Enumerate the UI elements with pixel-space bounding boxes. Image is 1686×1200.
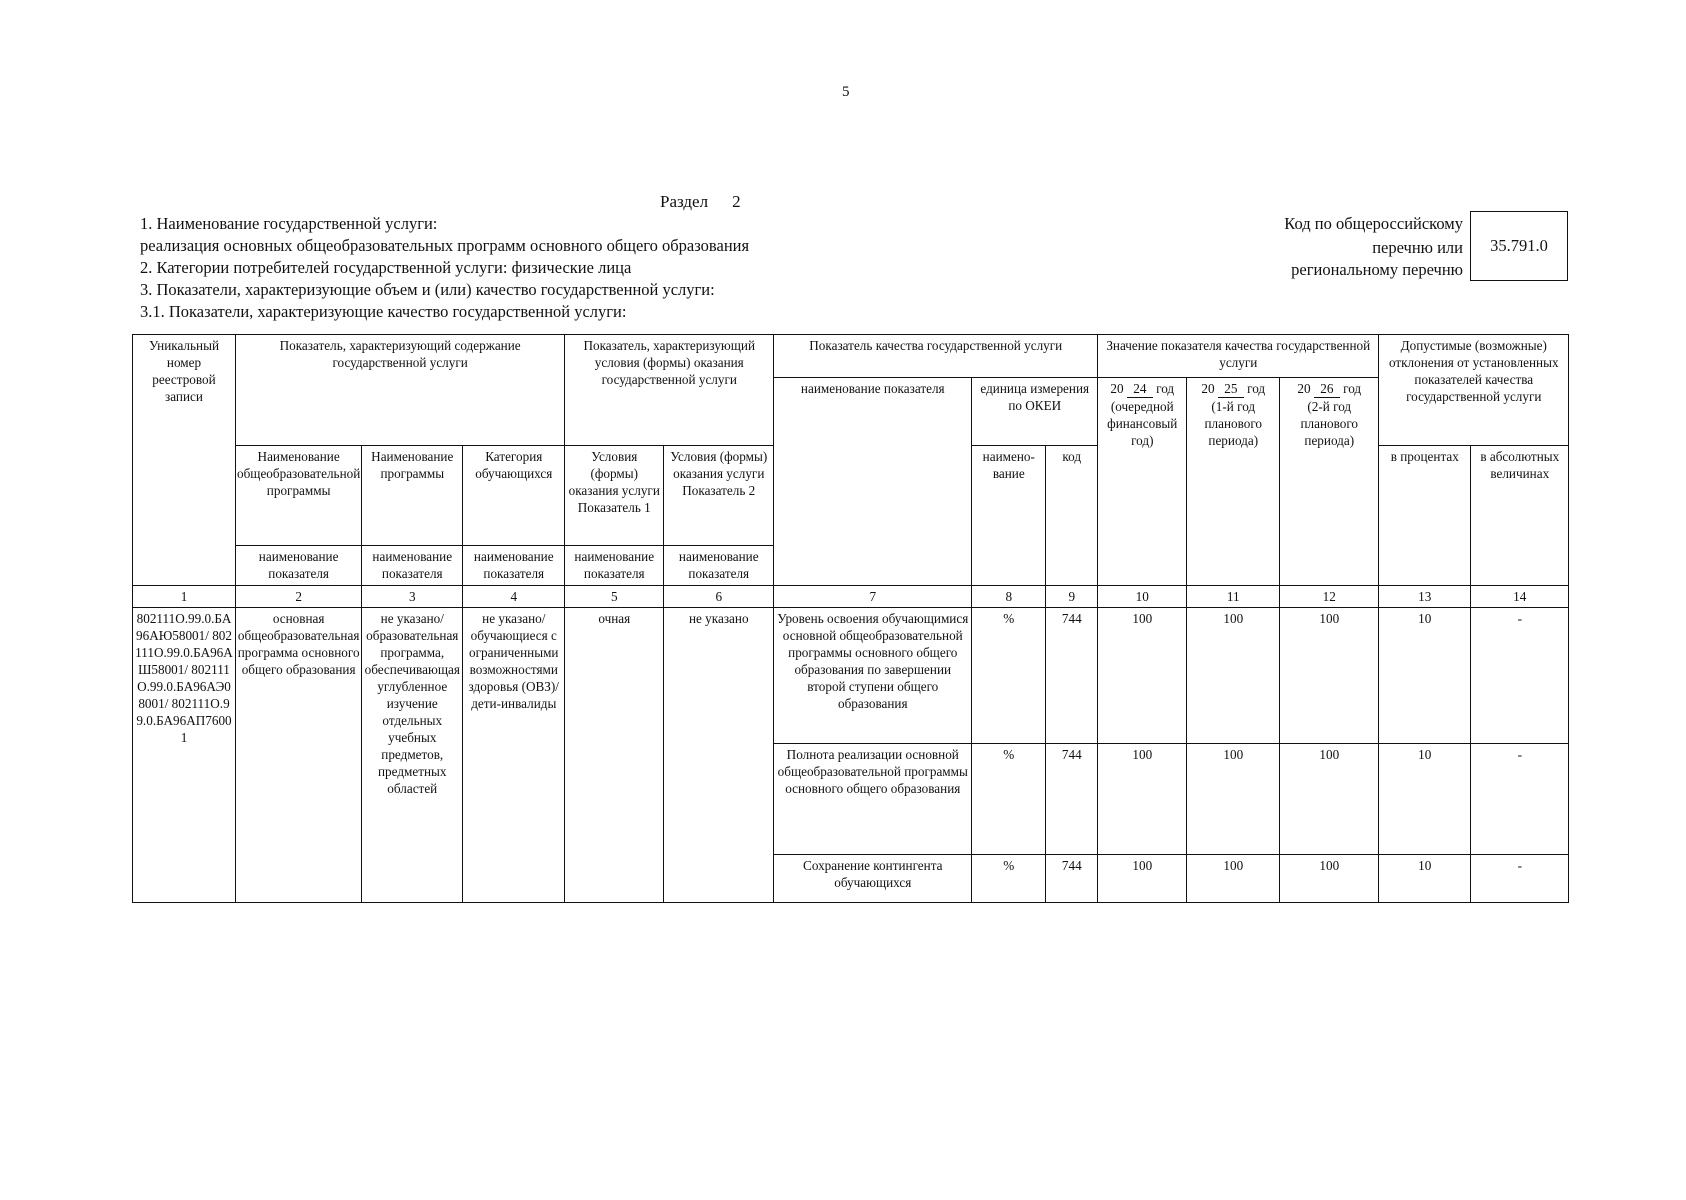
indicator-name: Полнота реализации основной общеобразовательной программы основного общего образования — [774, 744, 972, 855]
code-box: 35.791.0 — [1470, 211, 1568, 281]
col-number: 11 — [1187, 586, 1280, 608]
header-year-1: 20 24 год (очередной финансовый год) — [1098, 378, 1187, 586]
col-number: 5 — [565, 586, 664, 608]
indicator-unit: % — [972, 608, 1046, 744]
col-number: 7 — [774, 586, 972, 608]
indicator-code: 744 — [1046, 855, 1098, 903]
section-label: Раздел — [660, 192, 709, 211]
header-percent: в процентах — [1379, 446, 1471, 586]
page-number: 5 — [842, 84, 850, 100]
indicator-deviation-percent: 10 — [1379, 855, 1471, 903]
quality-table — [132, 334, 1569, 903]
indicator-value-2: 100 — [1187, 744, 1280, 855]
header-quality-values: Значение показателя качества государственной услуги — [1098, 335, 1379, 378]
indicator-value-1: 100 — [1098, 608, 1187, 744]
header-line-4: 3. Показатели, характеризующие объем и (или) качество государственной услуги: — [140, 280, 715, 299]
year-3-value: 26 — [1314, 380, 1340, 398]
header-line-3: 2. Категории потребителей государственной услуги: физические лица — [140, 258, 632, 277]
indicator-deviation-absolute: - — [1471, 855, 1569, 903]
sub-caption-3: наименование показателя — [362, 546, 463, 586]
record-unique-id: 802111О.99.0.БА96АЮ58001/ 802111О.99.0.БА96АШ58001/ 802111О.99.0.БА96АЭ08001/ 802111О.99.0.БА96АП76001 — [133, 608, 236, 903]
indicator-unit: % — [972, 744, 1046, 855]
indicator-deviation-percent: 10 — [1379, 744, 1471, 855]
indicator-deviation-percent: 10 — [1379, 608, 1471, 744]
indicator-code: 744 — [1046, 744, 1098, 855]
sub-caption-5: наименование показателя — [565, 546, 664, 586]
year-2-note: (1-й год планового периода) — [1204, 399, 1263, 448]
header-unique-number: Уникальный номер реестровой записи — [133, 335, 236, 586]
header-unit-code: код — [1046, 446, 1098, 586]
indicator-unit: % — [972, 855, 1046, 903]
header-unit: единица измерения по ОКЕИ — [972, 378, 1098, 446]
col-number: 12 — [1280, 586, 1379, 608]
subheader-program: Наименование общеобразовательной программы — [236, 446, 362, 546]
header-year-2: 20 25 год (1-й год планового периода) — [1187, 378, 1280, 586]
sub-caption-6: наименование показателя — [664, 546, 774, 586]
col-number: 13 — [1379, 586, 1471, 608]
header-unit-name: наимено-вание — [972, 446, 1046, 586]
header-quality-indicator: Показатель качества государственной услуги — [774, 335, 1098, 378]
code-label-1: Код по общероссийскому — [1284, 214, 1463, 233]
header-conditions-indicator: Показатель, характеризующий условия (формы) оказания государственной услуги — [565, 335, 774, 446]
section-heading — [660, 192, 741, 212]
record-category: не указано/ обучающиеся с ограниченными возможностями здоровья (ОВЗ)/ дети-инвалиды — [463, 608, 565, 903]
column-numbers-row — [133, 586, 1569, 608]
indicator-deviation-absolute: - — [1471, 744, 1569, 855]
record-program: основная общеобразовательная программа основного общего образования — [236, 608, 362, 903]
col-number: 14 — [1471, 586, 1569, 608]
indicator-name: Сохранение контингента обучающихся — [774, 855, 972, 903]
header-year-3: 20 26 год (2-й год планового периода) — [1280, 378, 1379, 586]
col-number: 4 — [463, 586, 565, 608]
indicator-value-3: 100 — [1280, 744, 1379, 855]
record-condition-2: не указано — [664, 608, 774, 903]
indicator-value-2: 100 — [1187, 608, 1280, 744]
col-number: 1 — [133, 586, 236, 608]
indicator-code: 744 — [1046, 608, 1098, 744]
indicator-value-1: 100 — [1098, 744, 1187, 855]
subheader-condition-1: Условия (формы) оказания услуги Показатель 1 — [565, 446, 664, 546]
sub-caption-2: наименование показателя — [236, 546, 362, 586]
record-condition-1: очная — [565, 608, 664, 903]
code-label-2: перечню или — [1372, 238, 1463, 257]
indicator-value-3: 100 — [1280, 855, 1379, 903]
indicator-value-2: 100 — [1187, 855, 1280, 903]
year-2-value: 25 — [1218, 380, 1244, 398]
col-number: 6 — [664, 586, 774, 608]
col-number: 3 — [362, 586, 463, 608]
year-1-note: (очередной финансовый год) — [1107, 399, 1178, 448]
col-number: 10 — [1098, 586, 1187, 608]
col-number: 2 — [236, 586, 362, 608]
indicator-value-1: 100 — [1098, 855, 1187, 903]
indicator-deviation-absolute: - — [1471, 608, 1569, 744]
indicator-value-3: 100 — [1280, 608, 1379, 744]
record-program-name: не указано/ образовательная программа, обеспечивающая углубленное изучение отдельных учебных предметов, предметных областей — [362, 608, 463, 903]
header-deviation: Допустимые (возможные) отклонения от установленных показателей качества государственной услуги — [1379, 335, 1569, 446]
code-label-3: региональному перечню — [1291, 260, 1463, 279]
header-absolute: в абсолютных величинах — [1471, 446, 1569, 586]
header-line-1: 1. Наименование государственной услуги: — [140, 214, 438, 233]
header-line-2: реализация основных общеобразовательных программ основного общего образования — [140, 236, 750, 255]
subheader-category: Категория обучающихся — [463, 446, 565, 546]
col-number: 9 — [1046, 586, 1098, 608]
indicator-name: Уровень освоения обучающимися основной общеобразовательной программы основного общего образования по завершении второй ступени общего образования — [774, 608, 972, 744]
col-number: 8 — [972, 586, 1046, 608]
sub-caption-4: наименование показателя — [463, 546, 565, 586]
header-indicator-name: наименование показателя — [774, 378, 972, 586]
table-row — [133, 608, 1569, 744]
year-3-note: (2-й год планового периода) — [1300, 399, 1359, 448]
header-content-indicator: Показатель, характеризующий содержание государственной услуги — [236, 335, 565, 446]
subheader-condition-2: Условия (формы) оказания услуги Показатель 2 — [664, 446, 774, 546]
subheader-program-name: Наименование программы — [362, 446, 463, 546]
header-line-5: 3.1. Показатели, характеризующие качество государственной услуги: — [140, 302, 627, 321]
year-1-value: 24 — [1127, 380, 1153, 398]
section-number: 2 — [732, 192, 741, 211]
